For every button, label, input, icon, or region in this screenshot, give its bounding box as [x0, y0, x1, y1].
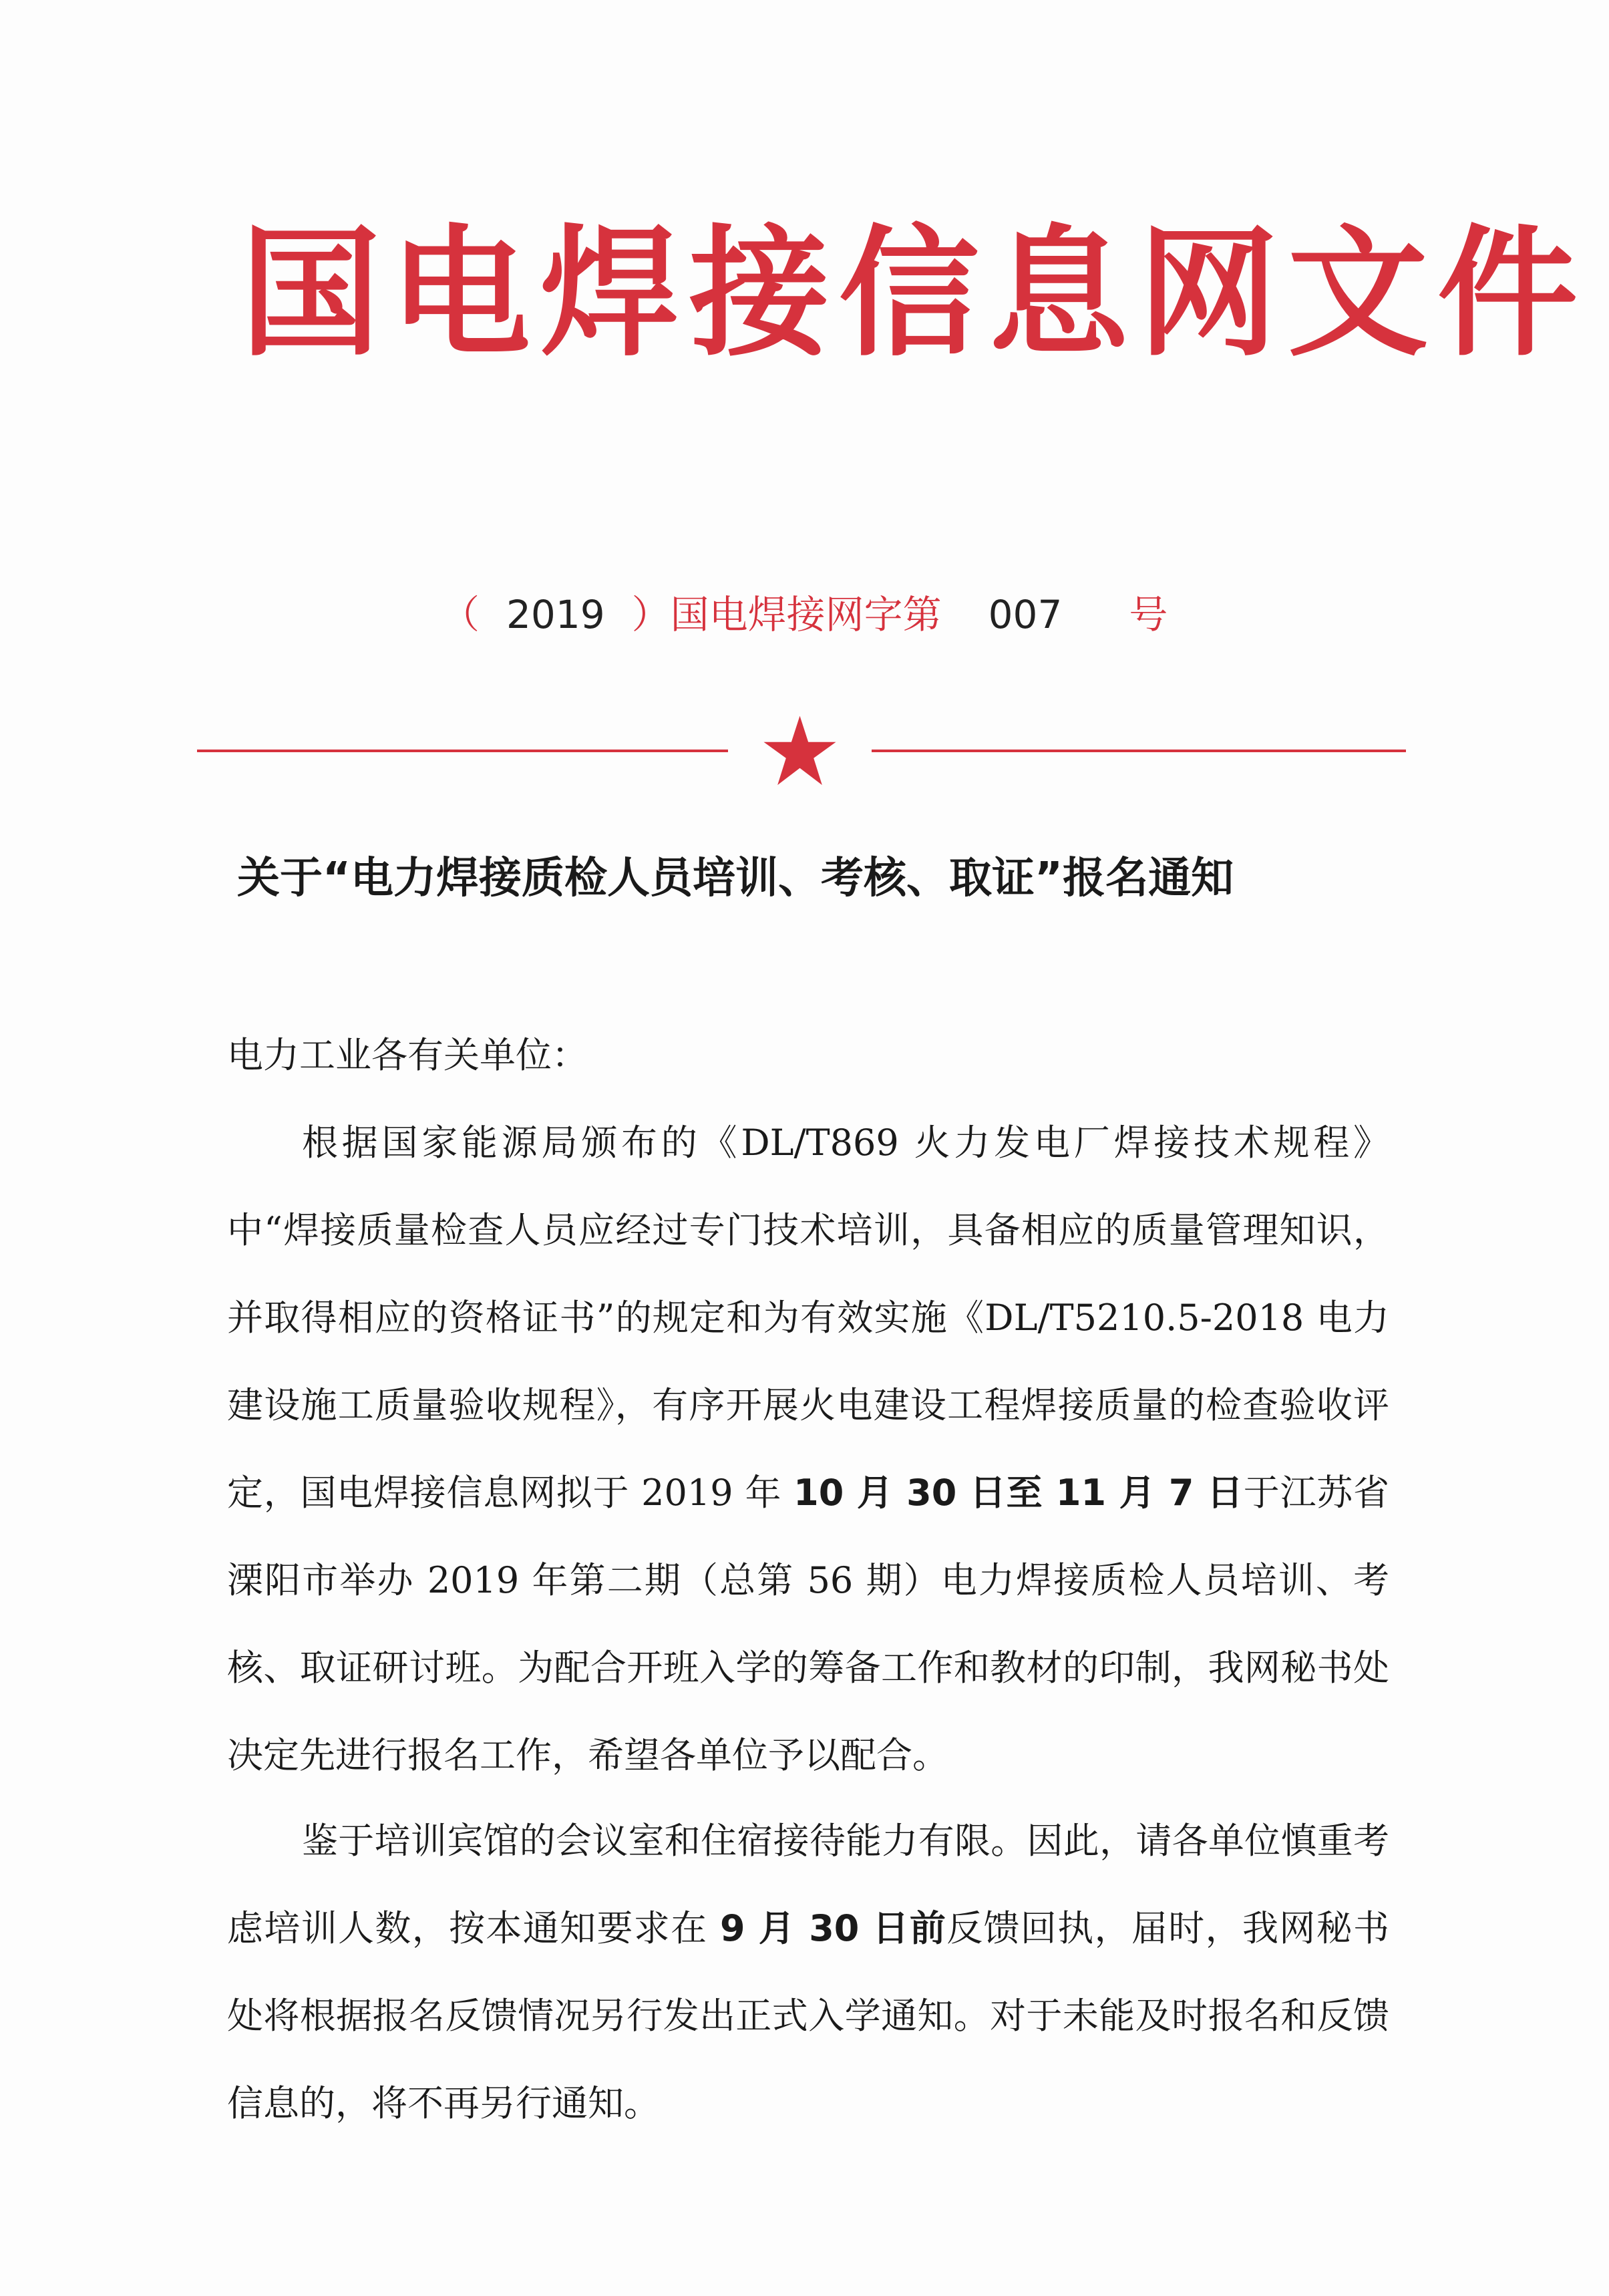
paragraph-2-text-b: 反馈回执，届时，我网秘书处将根据报名反馈情况另行发出正式入学通知。对于未能及时报名和反馈信息的，将不再另行通知。	[227, 1907, 1389, 2124]
divider-line-left	[197, 750, 728, 752]
salutation: 电力工业各有关单位：	[227, 1034, 588, 1076]
paragraph-2	[227, 1797, 1389, 2147]
doc-number-suffix: 号	[1129, 592, 1168, 637]
document-number	[441, 588, 1168, 641]
doc-number-paren-open: （	[441, 592, 480, 637]
paragraph-2-text-a: 鉴于培训宾馆的会议室和住宿接待能力有限。因此，请各单位慎重考虑培训人数，按本通知要求在	[227, 1820, 1389, 1949]
doc-number-value: 007	[988, 592, 1063, 637]
training-dates: 10 月 30 日至 11 月 7 日	[793, 1472, 1244, 1514]
notice-title: 关于“电力焊接质检人员培训、考核、取证”报名通知	[237, 854, 1234, 903]
divider-line-right	[872, 750, 1406, 752]
paragraph-1	[227, 1099, 1389, 1799]
doc-number-year: 2019	[506, 592, 605, 637]
document-header-title: 国电焊接信息网文件	[240, 212, 1588, 375]
doc-number-paren-close: ）	[631, 592, 671, 637]
star-icon	[761, 713, 838, 790]
paragraph-1-text-a: 根据国家能源局颁布的《DL/T869 火力发电厂焊接技术规程》中“焊接质量检查人员应经过专门技术培训，具备相应的质量管理知识，并取得相应的资格证书”的规定和为有效实施《DL/T5210.5-2018 电力建设施工质量验收规程》，有序开展火电建设工程焊接质量的检查验收评定，国电焊接信息网拟于 2019 年	[227, 1122, 1389, 1514]
reply-deadline: 9 月 30 日前	[720, 1907, 947, 1949]
paragraph-1-text-b: 于江苏省溧阳市举办 2019 年第二期（总第 56 期）电力焊接质检人员培训、考核、取证研讨班。为配合开班入学的筹备工作和教材的印制，我网秘书处决定先进行报名工作，希望各单位予以配合。	[227, 1472, 1389, 1776]
doc-number-prefix: 国电焊接网字第	[670, 592, 942, 637]
